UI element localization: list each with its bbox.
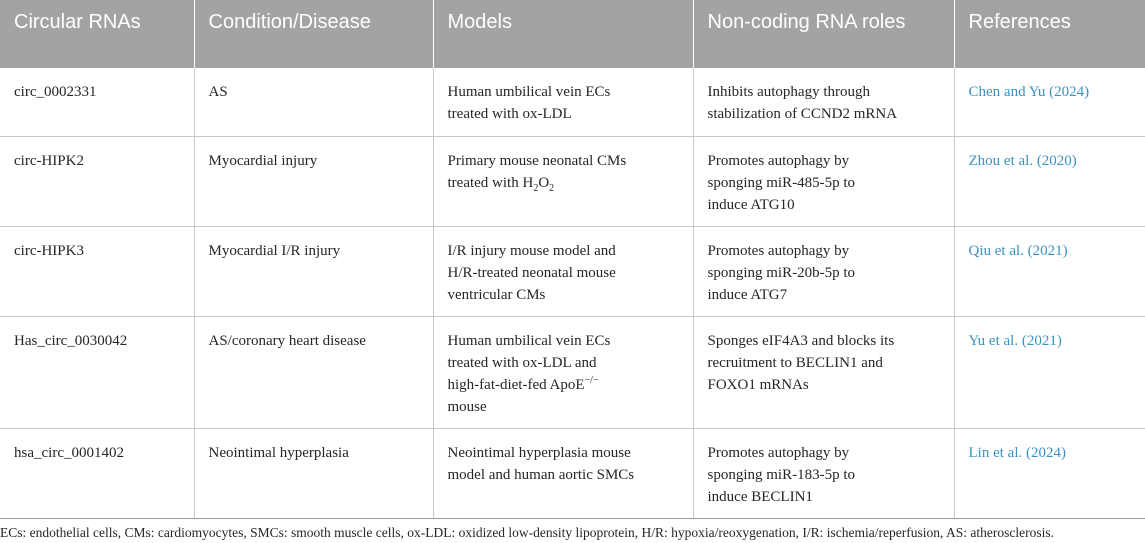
roles-line: Inhibits autophagy through: [707, 84, 870, 100]
models-line: model and human aortic SMCs: [447, 466, 635, 483]
roles-line: FOXO1 mRNAs: [707, 376, 809, 393]
models-line: ventricular CMs: [447, 286, 546, 303]
cell-models: [433, 226, 693, 316]
cell-roles: [693, 316, 954, 428]
table-row: [0, 136, 1145, 226]
condition-text: AS/coronary heart disease: [208, 332, 366, 349]
models-line: Primary mouse neonatal CMs: [447, 152, 627, 169]
cell-circ: [0, 136, 194, 226]
circ-name: Has_circ_0030042: [14, 332, 128, 349]
roles-line: Promotes autophagy by: [707, 152, 850, 169]
cell-circ: [0, 68, 194, 136]
roles-line: induce BECLIN1: [707, 488, 813, 505]
table-row: [0, 316, 1145, 428]
roles-line: stabilization of CCND2 mRNA: [707, 106, 898, 122]
models-line: treated with ox-LDL: [447, 106, 572, 122]
models-line: H/R-treated neonatal mouse: [447, 264, 616, 281]
models-line: I/R injury mouse model and: [447, 242, 616, 259]
cell-roles: [693, 428, 954, 518]
cell-reference: [954, 68, 1145, 136]
models-line: [448, 172, 679, 194]
cell-roles: [693, 226, 954, 316]
cell-condition: [194, 68, 433, 136]
circ-name: circ-HIPK2: [14, 152, 84, 169]
roles-line: sponging miR-485-5p to: [707, 174, 856, 191]
cell-condition: [194, 316, 433, 428]
cell-models: [433, 316, 693, 428]
cell-reference: [954, 226, 1145, 316]
roles-line: Promotes autophagy by: [707, 444, 850, 461]
header-roles: Non-coding RNA roles: [693, 0, 954, 68]
reference-link[interactable]: Qiu et al. (2021): [968, 242, 1068, 259]
cell-roles: [693, 68, 954, 136]
cell-reference: [954, 316, 1145, 428]
roles-line: recruitment to BECLIN1 and: [707, 354, 883, 371]
cell-models: [433, 136, 693, 226]
subscript: 2: [533, 182, 539, 194]
condition-text: Neointimal hyperplasia: [208, 444, 349, 461]
cell-condition: [194, 136, 433, 226]
roles-line: induce ATG10: [707, 196, 795, 213]
cell-circ: [0, 316, 194, 428]
models-line: treated with ox-LDL and: [447, 354, 597, 371]
cell-condition: [194, 226, 433, 316]
circ-name: hsa_circ_0001402: [14, 444, 124, 461]
models-line: mouse: [447, 398, 487, 415]
header-circular-rnas: Circular RNAs: [0, 0, 194, 68]
subscript: 2: [549, 182, 555, 194]
cell-roles: [693, 136, 954, 226]
condition-text: Myocardial I/R injury: [208, 242, 341, 259]
circ-name: circ-HIPK3: [14, 242, 84, 259]
condition-text: Myocardial injury: [208, 152, 318, 169]
cell-models: [433, 428, 693, 518]
header-models: Models: [433, 0, 693, 68]
table-footnote: ECs: endothelial cells, CMs: cardiomyocytes, SMCs: smooth muscle cells, ox-LDL: oxidized low-density lipoprotein, H/R: hypoxia/reoxygenation, I/R: ischemia/reperfusion, AS: atherosclerosis.: [0, 525, 1054, 540]
table-row: [0, 68, 1145, 136]
cell-condition: [194, 428, 433, 518]
models-text: treated with H: [447, 174, 534, 191]
circ-name: circ_0002331: [14, 84, 97, 100]
models-text: O: [538, 174, 550, 191]
cell-models: [433, 68, 693, 136]
reference-link[interactable]: Yu et al. (2021): [968, 332, 1062, 349]
models-line: Human umbilical vein ECs: [447, 84, 611, 100]
table-row: [0, 226, 1145, 316]
header-condition: Condition/Disease: [194, 0, 433, 68]
header-references: References: [954, 0, 1145, 68]
cell-circ: [0, 428, 194, 518]
roles-line: Promotes autophagy by: [707, 242, 850, 259]
roles-line: Sponges eIF4A3 and blocks its: [707, 332, 895, 349]
cell-reference: [954, 136, 1145, 226]
models-line: Neointimal hyperplasia mouse: [447, 444, 631, 461]
table-row: [0, 428, 1145, 518]
condition-text: AS: [208, 84, 228, 100]
cell-circ: [0, 226, 194, 316]
reference-link[interactable]: Lin et al. (2024): [968, 444, 1066, 461]
roles-line: induce ATG7: [707, 286, 788, 303]
reference-link[interactable]: Zhou et al. (2020): [968, 152, 1077, 169]
reference-link[interactable]: Chen and Yu (2024): [968, 84, 1090, 100]
superscript: −/−: [584, 374, 599, 386]
models-line: Human umbilical vein ECs: [447, 332, 611, 349]
models-text: high-fat-diet-fed ApoE: [447, 376, 585, 393]
models-line: [448, 374, 679, 396]
cell-reference: [954, 428, 1145, 518]
roles-line: sponging miR-20b-5p to: [707, 264, 856, 281]
header-row: [0, 0, 1145, 68]
roles-line: sponging miR-183-5p to: [707, 466, 856, 483]
